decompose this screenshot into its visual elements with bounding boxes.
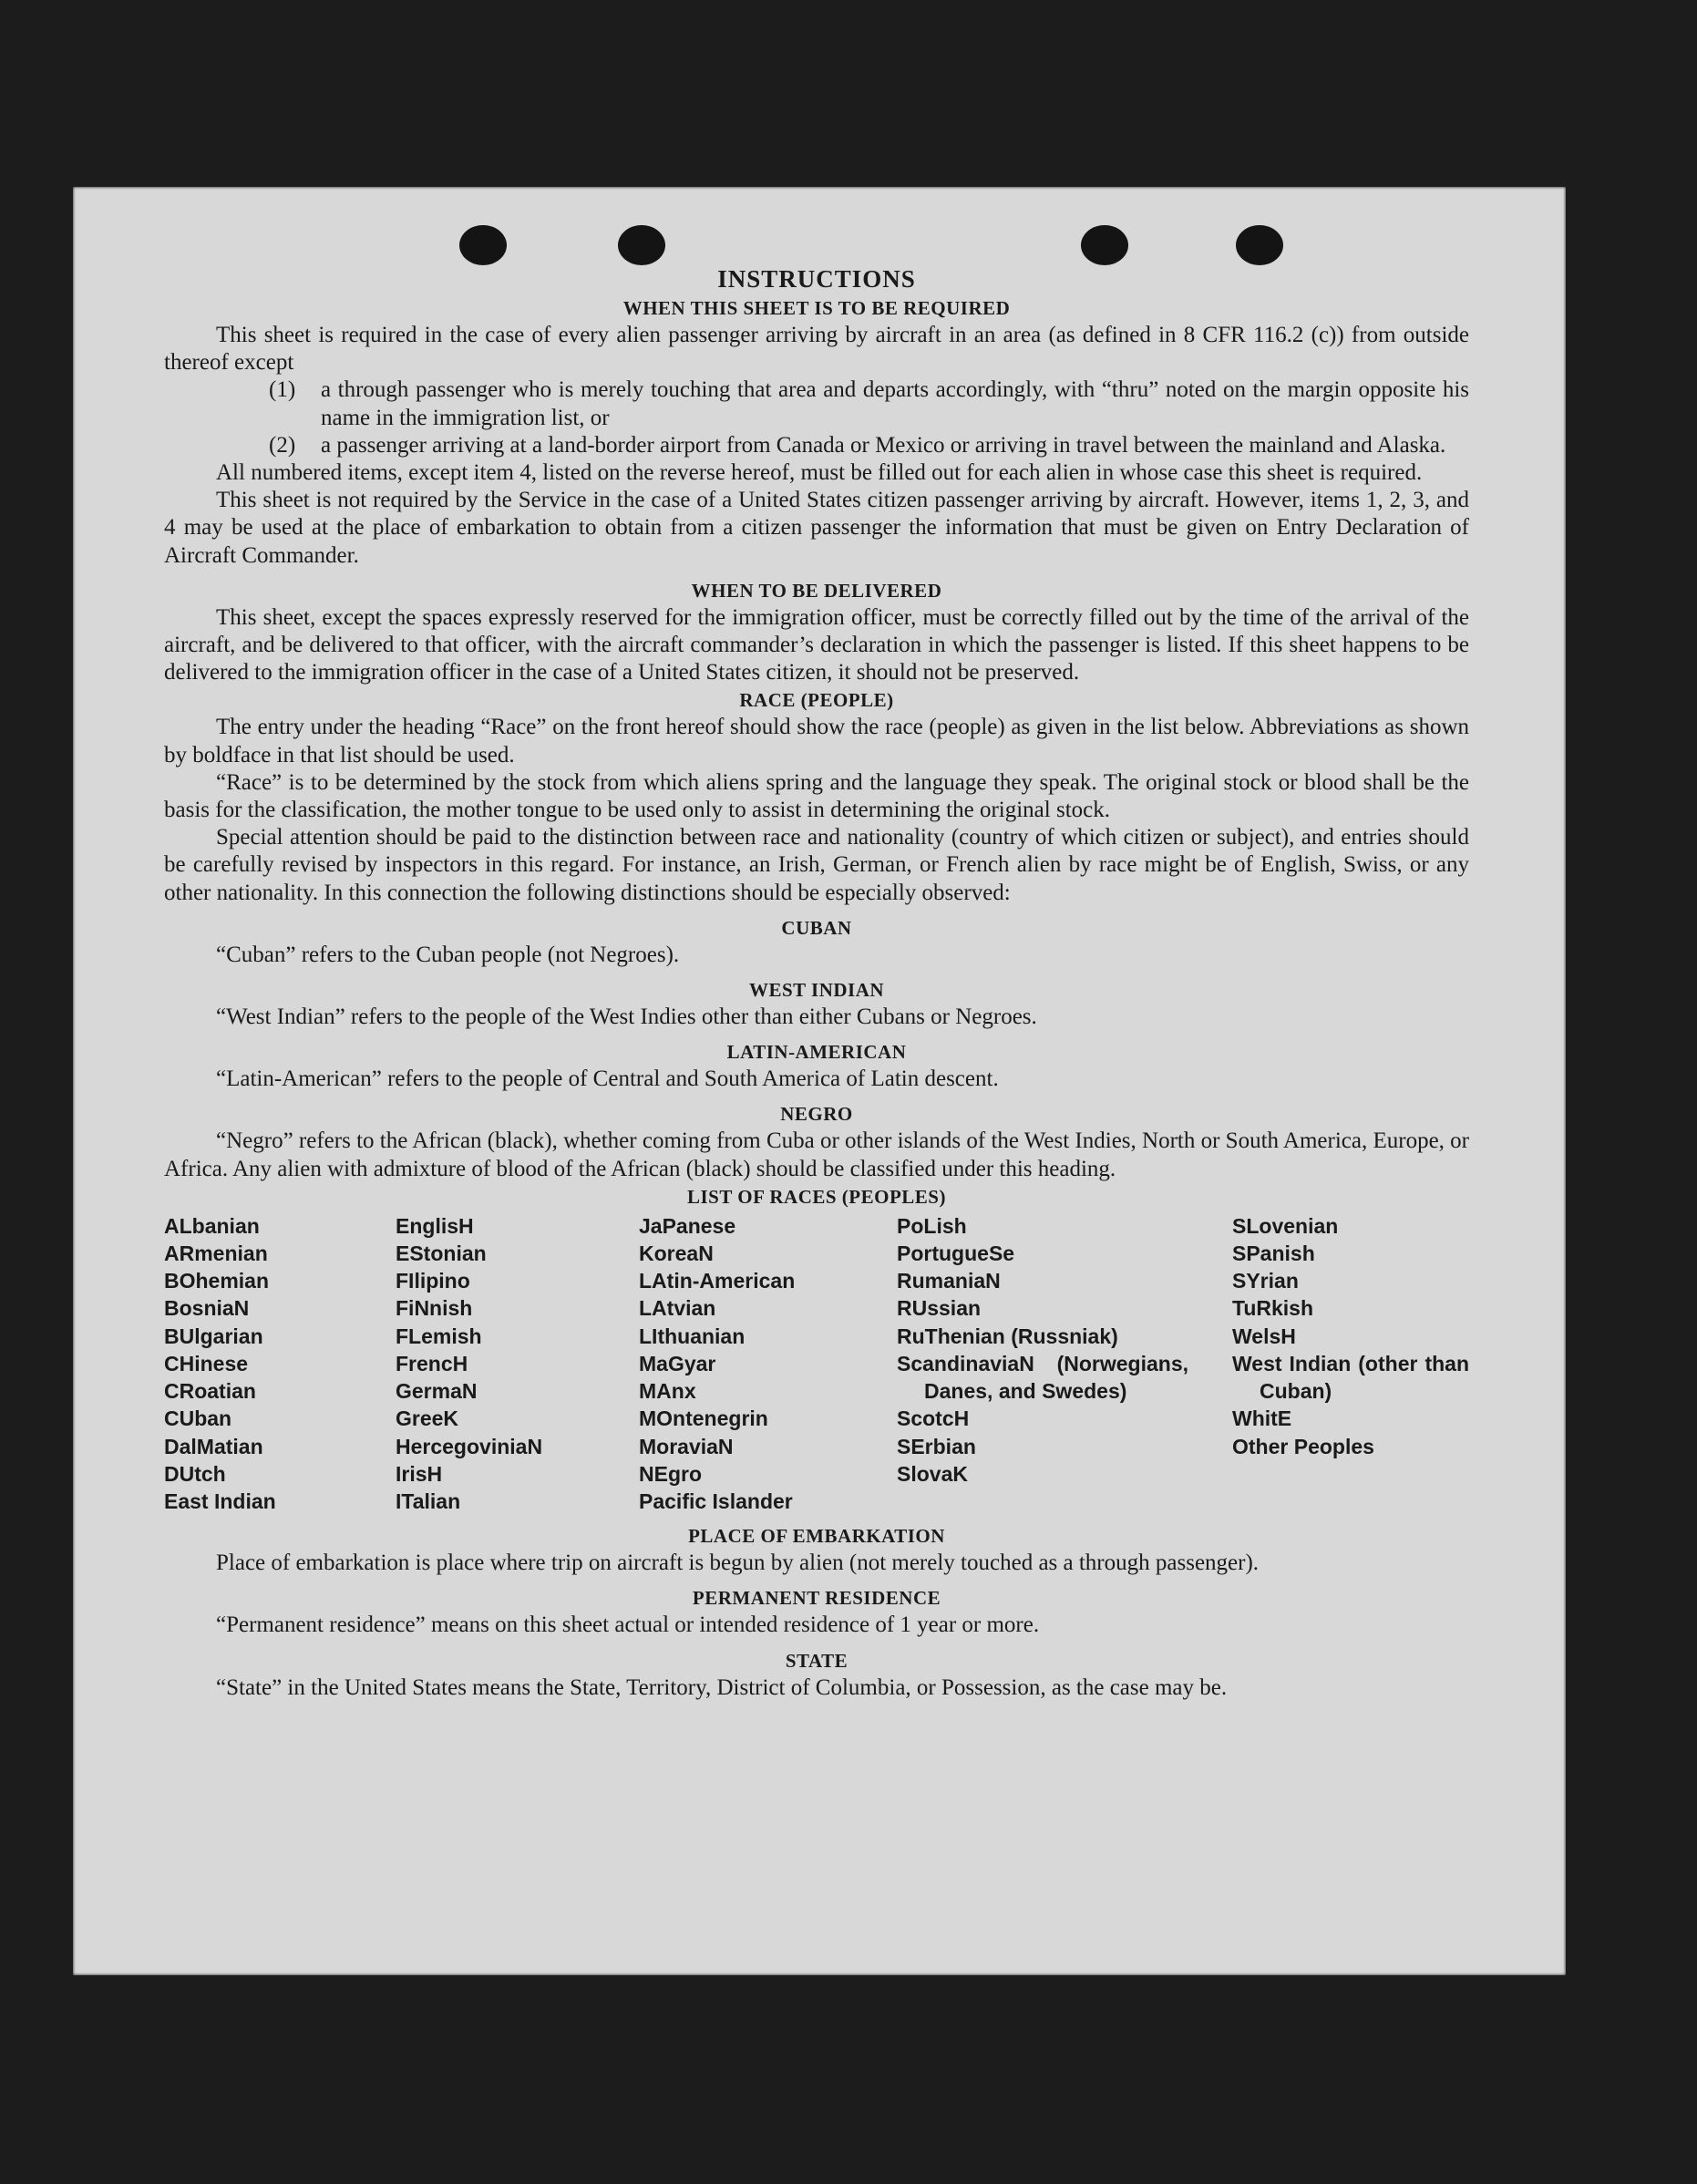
race-entry: NEgro xyxy=(639,1461,702,1486)
race-entry: FiNnish xyxy=(396,1296,473,1321)
citizen-paragraph: This sheet is not required by the Service in the case of a United States citizen passenger arriving by aircraft. However, items 1, 2, 3, and 4 may be used at the place of embarkation to obtain from a citizen passenger the information that must be given on Entry Declaration of Aircraft Commander. xyxy=(164,488,1469,568)
exception-number: (2) xyxy=(269,432,296,458)
race-entry: LIthuanian xyxy=(639,1324,746,1348)
race-entry: BosniaN xyxy=(164,1296,250,1321)
race-entry: SlovaK xyxy=(897,1461,968,1486)
exception-number: (1) xyxy=(269,377,296,403)
punch-hole xyxy=(1236,225,1283,265)
race-entry: BUlgarian xyxy=(164,1324,263,1348)
instructions-content xyxy=(164,264,1469,1702)
race-entry: LAtin-American xyxy=(639,1269,796,1293)
when-required-intro: This sheet is required in the case of every alien passenger arriving by aircraft in an area (as defined in 8 CFR 116.2 (c)) from outside thereof except xyxy=(164,323,1469,376)
race-entry: ITalian xyxy=(396,1489,461,1513)
races-column xyxy=(396,1212,639,1515)
heading-negro: NEGRO xyxy=(780,1103,853,1126)
races-list xyxy=(164,1212,1469,1515)
race-entry: East Indian xyxy=(164,1489,276,1513)
race-entry: DUtch xyxy=(164,1461,226,1486)
race-entry: IrisH xyxy=(396,1461,443,1486)
negro-text: “Negro” refers to the African (black), whether coming from Cuba or other islands of the West Indies, North or South America, Europe, or Africa. Any alien with admixture of blood of the African (black) should be classified under this heading. xyxy=(164,1128,1469,1181)
cuban-text: “Cuban” refers to the Cuban people (not Negroes). xyxy=(216,942,680,967)
race-entry: Other Peoples xyxy=(1232,1434,1374,1458)
race-entry: EStonian xyxy=(396,1241,487,1266)
race-entry: MOntenegrin xyxy=(639,1406,768,1431)
residence-text: “Permanent residence” means on this sheet actual or intended residence of 1 year or more. xyxy=(216,1612,1040,1638)
race-entry: West Indian (other than Cuban) xyxy=(1232,1351,1469,1404)
race-entry: SLovenian xyxy=(1232,1213,1339,1238)
race-entry: KoreaN xyxy=(639,1241,714,1266)
heading-latin-american: LATIN-AMERICAN xyxy=(726,1041,907,1064)
race-entry: ARmenian xyxy=(164,1241,268,1266)
races-column xyxy=(639,1212,897,1515)
race-entry: SYrian xyxy=(1232,1269,1299,1293)
numbered-items-paragraph: All numbered items, except item 4, listed on the reverse hereof, must be filled out for each alien in whose case this sheet is required. xyxy=(216,460,1423,486)
race-entry: SErbian xyxy=(897,1434,976,1458)
race-entry: DalMatian xyxy=(164,1434,263,1458)
heading-race: RACE (PEOPLE) xyxy=(739,689,894,712)
race-entry: GreeK xyxy=(396,1406,459,1431)
races-column xyxy=(164,1212,396,1515)
race-paragraph-1: The entry under the heading “Race” on the front hereof should show the race (people) as given in the list below. Abbreviations as shown by boldface in that list should be used. xyxy=(164,715,1469,767)
race-entry: BOhemian xyxy=(164,1269,270,1293)
heading-cuban: CUBAN xyxy=(781,916,852,939)
race-entry: ScandinaviaN (Norwegians, Danes, and Swedes) xyxy=(897,1351,1188,1404)
race-entry: JaPanese xyxy=(639,1213,736,1238)
west-indian-text: “West Indian” refers to the people of the West Indies other than either Cubans or Negroes. xyxy=(216,1004,1037,1030)
race-entry: ALbanian xyxy=(164,1213,260,1238)
exception-item xyxy=(164,376,1469,431)
heading-when-required: WHEN THIS SHEET IS TO BE REQUIRED xyxy=(622,297,1011,319)
punch-hole xyxy=(459,225,507,265)
race-entry: HercegoviniaN xyxy=(396,1434,543,1458)
race-entry: WhitE xyxy=(1232,1406,1292,1431)
race-entry: Pacific Islander xyxy=(639,1489,793,1513)
race-entry: PortugueSe xyxy=(897,1241,1015,1266)
heading-embarkation: PLACE OF EMBARKATION xyxy=(688,1525,945,1548)
exception-item xyxy=(164,432,1469,459)
page-title: INSTRUCTIONS xyxy=(717,265,916,293)
race-entry: MAnx xyxy=(639,1379,696,1404)
race-entry: FLemish xyxy=(396,1324,482,1348)
race-paragraph-2: “Race” is to be determined by the stock from which aliens spring and the language they speak. The original stock or blood shall be the basis for the classification, the mother tongue to be used only to assist in determining the original stock. xyxy=(164,769,1469,823)
heading-state: STATE xyxy=(785,1649,848,1672)
heading-residence: PERMANENT RESIDENCE xyxy=(692,1587,941,1610)
embarkation-text: Place of embarkation is place where trip on aircraft is begun by alien (not merely touched as a through passenger). xyxy=(216,1550,1260,1576)
punch-hole xyxy=(1081,225,1128,265)
race-entry: CHinese xyxy=(164,1351,249,1375)
race-entry: WelsH xyxy=(1232,1324,1296,1348)
race-entry: CRoatian xyxy=(164,1379,256,1404)
latin-american-text: “Latin-American” refers to the people of Central and South America of Latin descent. xyxy=(216,1066,999,1092)
heading-races-list: LIST OF RACES (PEOPLES) xyxy=(687,1185,946,1208)
race-entry: SPanish xyxy=(1232,1241,1315,1266)
race-entry: MoraviaN xyxy=(639,1434,734,1458)
heading-when-delivered: WHEN TO BE DELIVERED xyxy=(691,579,942,602)
race-entry: PoLish xyxy=(897,1213,967,1238)
race-entry: GermaN xyxy=(396,1379,478,1404)
race-entry: ScotcH xyxy=(897,1406,970,1431)
race-entry: TuRkish xyxy=(1232,1296,1314,1321)
races-column xyxy=(897,1212,1232,1515)
race-entry: LAtvian xyxy=(639,1296,716,1321)
races-column xyxy=(1232,1212,1469,1515)
when-delivered-text: This sheet, except the spaces expressly reserved for the immigration officer, must be correctly filled out by the time of the arrival of the aircraft, and be delivered to that officer, with the aircraft commander’s declaration in which the passenger is listed. If this sheet happens to be delivered to the immigration officer in the case of a United States citizen, it should not be preserved. xyxy=(164,604,1469,685)
exception-text: a passenger arriving at a land-border airport from Canada or Mexico or arriving in travel between the mainland and Alaska. xyxy=(321,432,1446,458)
race-entry: RuThenian (Russniak) xyxy=(897,1324,1118,1348)
race-entry: RUssian xyxy=(897,1296,982,1321)
punch-hole xyxy=(618,225,665,265)
race-entry: MaGyar xyxy=(639,1351,716,1375)
heading-west-indian: WEST INDIAN xyxy=(748,979,885,1002)
exception-text: a through passenger who is merely touching that area and departs accordingly, with “thru” noted on the margin opposite his name in the immigration list, or xyxy=(321,377,1469,430)
race-entry: RumaniaN xyxy=(897,1269,1001,1293)
race-entry: EnglisH xyxy=(396,1213,474,1238)
race-paragraph-3: Special attention should be paid to the distinction between race and nationality (country of which citizen or subject), and entries should be carefully revised by inspectors in this regard. For instance, an Irish, German, or French alien by race might be of English, Swiss, or any other nationality. In this connection the following distinctions should be especially observed: xyxy=(164,825,1469,905)
document-sheet xyxy=(73,187,1566,1975)
race-entry: FrencH xyxy=(396,1351,468,1375)
race-entry: FIlipino xyxy=(396,1269,470,1293)
state-text: “State” in the United States means the State, Territory, District of Columbia, or Possession, as the case may be. xyxy=(216,1674,1228,1700)
race-entry: CUban xyxy=(164,1406,232,1431)
